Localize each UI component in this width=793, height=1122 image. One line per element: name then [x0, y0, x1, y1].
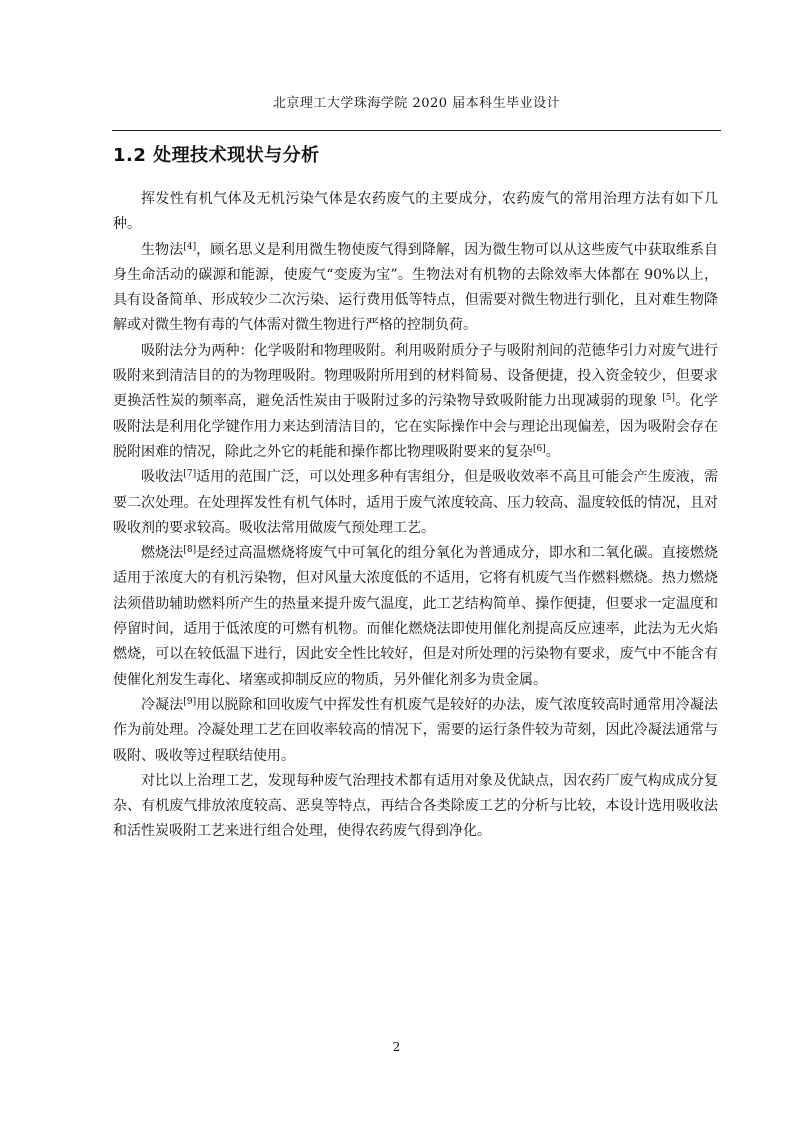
paragraph-text: 对比以上治理工艺，发现每种废气治理技术都有适用对象及优缺点，因农药厂废气构成成分复杂、有机废气排放浓度较高、恶臭等特点，再结合各类除废工艺的分析与比较，本设计选用吸收法和活性炭吸附工艺来进行组合处理，使得农药废气得到净化。	[113, 772, 718, 840]
paragraph-text: 。化学吸附法是利用化学键作用力来达到清洁目的，它在实际操作中会与理论出现偏差，因为吸附会存在脱附困难的情况，除此之外它的耗能和操作都比物理吸附要来的复杂	[113, 393, 719, 460]
paragraph-adsorption-method	[113, 339, 718, 465]
paragraph-text: 吸收法	[141, 469, 184, 486]
paragraph-combustion-method	[113, 541, 718, 693]
citation-7: [7]	[183, 469, 197, 480]
citation-8: [8]	[183, 545, 197, 556]
section-title: 1.2 处理技术现状与分析	[113, 145, 320, 166]
paragraph-text: 用以脱除和回收废气中挥发性有机废气是较好的办法，废气浓度较高时通常用冷凝法作为前处理。冷凝处理工艺在回收率较高的情况下，需要的运行条件较为苛刻，因此冷凝法通常与吸附、吸收等过程联结使用。	[113, 696, 719, 764]
paragraph-text: 。	[545, 443, 560, 460]
body-text	[113, 187, 718, 845]
paragraph-intro	[113, 187, 718, 238]
paragraph-condensation-method	[113, 693, 718, 769]
paragraph-text: 吸附法分为两种：化学吸附和物理吸附。利用吸附质分子与吸附剂间的范德华引力对废气进行吸附来到清洁目的的为物理吸附。物理吸附所用到的材料简易、设备便捷，投入资金较少，但要求更换活性炭的频率高，避免活性炭由于吸附过多的污染物导致吸附能力出现减弱的现象	[113, 342, 718, 410]
header-rule	[112, 130, 721, 131]
citation-5: [5]	[662, 393, 676, 404]
paragraph-text: 挥发性有机气体及无机污染气体是农药废气的主要成分，农药废气的常用治理方法有如下几种。	[113, 191, 718, 233]
paragraph-text: 燃烧法	[141, 545, 184, 562]
paragraph-text: 冷凝法	[141, 696, 184, 713]
paragraph-text: ，顾名思义是利用微生物使废气得到降解，因为微生物可以从这些废气中获取维系自身生命活动的碳源和能源，使废气“变废为宝”。生物法对有机物的去除效率大体都在 90%以上，具有设备简单、形成较少二次污染、运行费用低等特点，但需要对微生物进行驯化，且对难生物降解或对微生物有毒的气体需对微生物进行严格的控制负荷。	[113, 241, 719, 334]
citation-6: [6]	[533, 443, 546, 454]
page-header: 北京理工大学珠海学院 2020 届本科生毕业设计	[272, 96, 561, 111]
paragraph-absorption-method	[113, 465, 718, 541]
citation-9: [9]	[183, 696, 197, 707]
paragraph-biological-method	[113, 238, 718, 339]
citation-4: [4]	[183, 241, 197, 252]
paragraph-text: 是经过高温燃烧将废气中可氧化的组分氧化为普通成分，即水和二氧化碳。直接燃烧适用于浓度大的有机污染物，但对风量大浓度低的不适用，它将有机废气当作燃料燃烧。热力燃烧法须借助辅助燃料所产生的热量来提升废气温度，此工艺结构简单、操作便捷，但要求一定温度和停留时间，适用于低浓度的可燃有机物。而催化燃烧法即使用催化剂提高反应速率，此法为无火焰燃烧，可以在较低温下进行，因此安全性比较好，但是对所处理的污染物有要求，废气中不能含有使催化剂发生毒化、堵塞或抑制反应的物质，另外催化剂多为贵金属。	[113, 545, 719, 688]
paragraph-text: 生物法	[141, 241, 184, 258]
paragraph-conclusion	[113, 769, 718, 845]
page-number: 2	[392, 1040, 401, 1054]
paragraph-text: 适用的范围广泛，可以处理多种有害组分，但是吸收效率不高且可能会产生废液，需要二次处理。在处理挥发性有机气体时，适用于废气浓度较高、压力较高、温度较低的情况，且对吸收剂的要求较高。吸收法常用做废气预处理工艺。	[113, 469, 719, 536]
